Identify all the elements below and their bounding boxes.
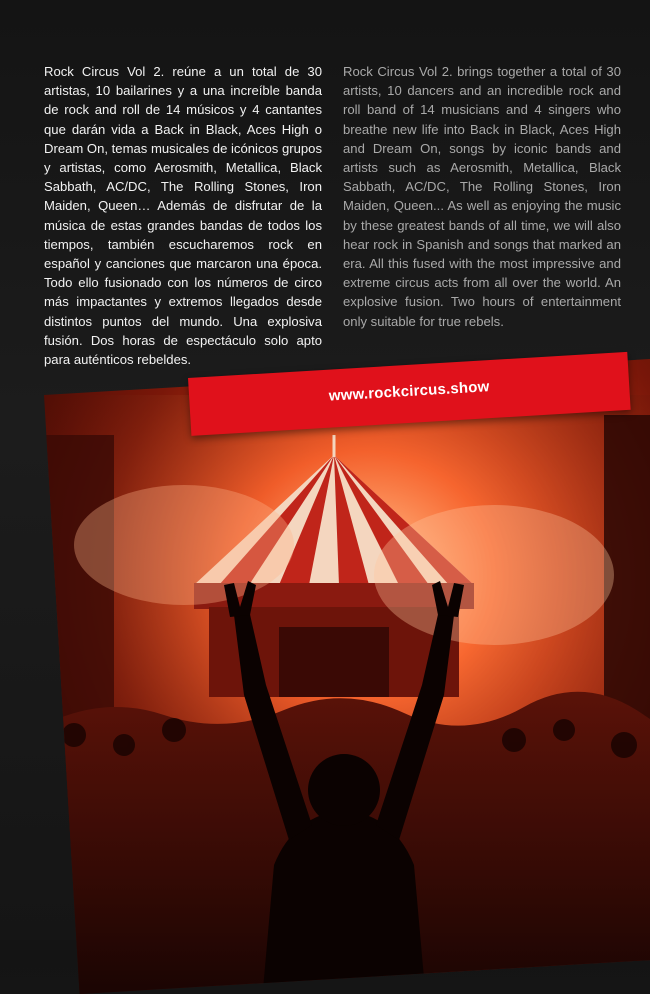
website-url[interactable]: www.rockcircus.show xyxy=(328,378,490,405)
spanish-text-column: Rock Circus Vol 2. reúne a un total de 30 artistas, 10 bailarines y a una increíble banda de rock and roll de 14 músicos y 4 cantantes que darán vida a Back in Black, Aces High o Dream On, temas musicales de icónicos grupos y artistas, como Aerosmith, Metallica, Black Sabbath, AC/DC, The Rolling Stones, Iron Maiden, Queen… Además de disfrutar de la música de estas grandes bandas de todos los tiempos, también escucharemos rock en español y canciones que marcaron una época. Todo ello fusionado con los números de circo más impactantes y extremos llegados desde distintos puntos del mundo. Una explosiva fusión. Dos horas de espectáculo solo apto para auténticos rebeldes. xyxy=(44,64,322,368)
concert-photo xyxy=(44,357,650,994)
english-text-column: Rock Circus Vol 2. brings together a total of 30 artists, 10 dancers and an incredible rock and roll band of 14 musicians and 4 singers who breathe new life into Back in Black, Aces High and Dream On, songs by iconic bands and artists such as Aerosmith, Metallica, Black Sabbath, AC/DC, The Rolling Stones, Iron Maiden, Queen... As well as enjoying the music by these greatest bands of all time, we will also hear rock in Spanish and songs that marked an era. All this fused with the most impressive and extreme circus acts from all over the world. An explosive fusion. Two hours of entertainment only suitable for true rebels. xyxy=(343,64,621,329)
concert-illustration xyxy=(44,395,650,994)
